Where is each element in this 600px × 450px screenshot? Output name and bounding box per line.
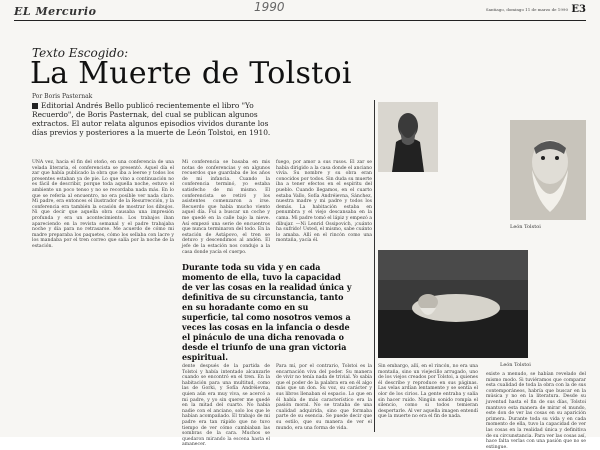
newspaper-logo: EL Mercurio xyxy=(14,5,97,18)
bullet-icon xyxy=(32,103,38,109)
deathbed-illustration xyxy=(378,250,528,358)
column-divider xyxy=(374,100,375,432)
handwritten-year: 1990 xyxy=(254,0,285,14)
text-column-1: UNA vez, hacia el fin del otoño, en una conferencia de una velada literaria, el conferencista se presentó. Aquel día el zar que había publicado la obra que iba a leerse y todos los presentes estaban ya de pie. Lo que vino a continuación no es fácil de describir, porque toda aquella noche, estuvo el ambiente un poco tenso y no se recordaba nada más. En lo que se refería al encuentro, no era posible ver nada claro. Mi padre, era entonces el ilustrador de la Resurrección, y la conferencia era también la ocasión de mostrar los dibujos. Ni que decir que aquella obra causaba una impresión profunda y era un acontecimiento. Los trabajos iban apareciendo en la revista semanal y el padre trabajaba noche y día para no retrasarse. Me acuerdo de cómo mi madre preparaba los paquetes, cómo los sellaba con lacre y los mandaba por el tren correo que salía por la noche de la estación. xyxy=(32,160,174,249)
text-column-5: Para mí, por el contrario, Tolstoi es la encarnación viva del poder. Su manera de vivir no tenía nada de trivial. Yo sabía que el poder de la palabra era en él algo más que un don. Su voz, su carácter y sus libros llenaban el espacio. Lo que en él había de más característico era la pasión moral. No se trataba de una cualidad adquirida, sino que formaba parte de su esencia. Se puede decir que su estilo, que su manera de ver el mundo, era una forma de vida. xyxy=(276,364,372,431)
tolstoi-deathbed-photo xyxy=(378,250,528,358)
portrait-illustration xyxy=(378,102,438,172)
intro-text: Editorial Andrés Bello publicó recientemente el libro "Yo Recuerdo", de Boris Pasternak, del cual se publican algunos extractos. El autor relata algunos episodios vividos durante los días previos y posteriores a la muerte de León Tolstoi, en 1910. xyxy=(32,101,271,137)
pull-quote: Durante toda su vida y en cada momento de ella, tuvo la capacidad de ver las cosas en la realidad única y definitiva de su circunstancia, tanto en su horadante como en su superficie, tal como nosotros vemos a veces las cosas en la infancia o desde el pináculo de una dicha renovada o desde el triunfo de una gran victoria espiritual. xyxy=(182,262,352,362)
text-column-4: dente después de la partida de Tolstoi y había intentado alcanzarle cuando se encontró en el tren. En la habitación para una multitud, como las de Gorki, y Sofía Andréievna, quien aún era muy viva, se acercó a mi padre, y yo sin querer me quedé en la mitad del cuarto. No había nadie con el anciano, solo los que le habían acompañado. El trabajo de mi padre era tan rápido que no tuvo tiempo de ver cómo cambiaban las sombras de la cara. Muchos se quedaron mirando la escena hasta el amanecer. xyxy=(182,364,270,448)
text-column-2: Mi conferencia se basaba en mis notas de conferencias y en algunos recuerdos que guardaba de los años de mi infancia. Cuando la conferencia terminó, yo estaba satisfecho de mi mismo. El conferencista se retiró y los asistentes comenzaron a irse. Recuerdo que había mucho viento aquel día. Fui a buscar un coche y me quedé en la calle bajo la nieve. Así empezó una serie de encuentros que nunca terminaron del todo. En la estación de Astápovo, el tren se detuvo y descendimos al andén. El jefe de la estación nos condujo a la casa donde yacía el cuerpo. xyxy=(182,160,270,255)
photo-caption-right: León Tolstoi xyxy=(510,224,541,230)
date-line: Santiago, domingo 11 de marzo de 1990 xyxy=(485,7,568,12)
byline: Por Boris Pasternak xyxy=(32,93,93,100)
photo-caption-bottom: León Tolstoi xyxy=(500,362,531,368)
text-column-3: fuego, por amor a sus rusos. El zar se había dirigido a la casa donde el anciano vivía. Su nombre y su obra eran conocidos por todos. Sin duda su muerte iba a tener efectos en el espíritu del pueblo. Cuando llegamos, en el cuarto estaba Vallo, Sofía Andréievna, Sánchez, nuestra madre y mi padre y todos los demás. La habitación estaba en penumbra y el viejo descansaba en la cama. Mi padre tomó el lápiz y empezó a dibujar. —Ni Lenrid Ossipovich, ¡cuánto ha sufrido! Usted, el mismo, sabe cuánto lo amaba. Allí en el rincón como una montaña, yacía él. xyxy=(276,160,372,244)
masthead xyxy=(14,0,586,21)
page-number: E3 xyxy=(571,4,586,15)
article-title: La Muerte de Tolstoi xyxy=(30,56,352,91)
tolstoi-photo-right xyxy=(510,120,586,220)
text-column-6: Sin embargo, allí, en el rincón, no era una montaña, sino un viejecillo arrugado, uno de los viejos creados por Tolstoi, a quienes él describe y reproduce en sus páginas. Las velas ardían lentamente y se sentía el olor de los cirios. La gente entraba y salía sin hacer ruido. Ningún sonido rompía el silencio, como si todos temieran despertarle. Al ver aquella imagen entendí que la muerte no era el fin de nada. xyxy=(378,364,478,420)
tolstoi-photo-center xyxy=(378,102,438,172)
portrait-illustration xyxy=(510,120,586,220)
text-column-7: existe a menudo, se habían revelado del mismo modo. Si tuviéramos que comparar esta cualidad de toda la obra con la de sus contemporáneos, habría que buscar en la música y no en la literatura. Desde su juventud hasta el fin de sus días, Tolstoi mantuvo esta manera de mirar el mundo, este don de ver las cosas en su aparición primera. Durante toda su vida y en cada momento de ella, tuvo la capacidad de ver las cosas en la realidad única y definitiva de su circunstancia. Para ver las cosas así, hace falta verlas con una pasión que no se extingue. xyxy=(486,372,586,450)
section-kicker: Texto Escogido: xyxy=(32,46,129,60)
intro-paragraph xyxy=(32,101,280,137)
